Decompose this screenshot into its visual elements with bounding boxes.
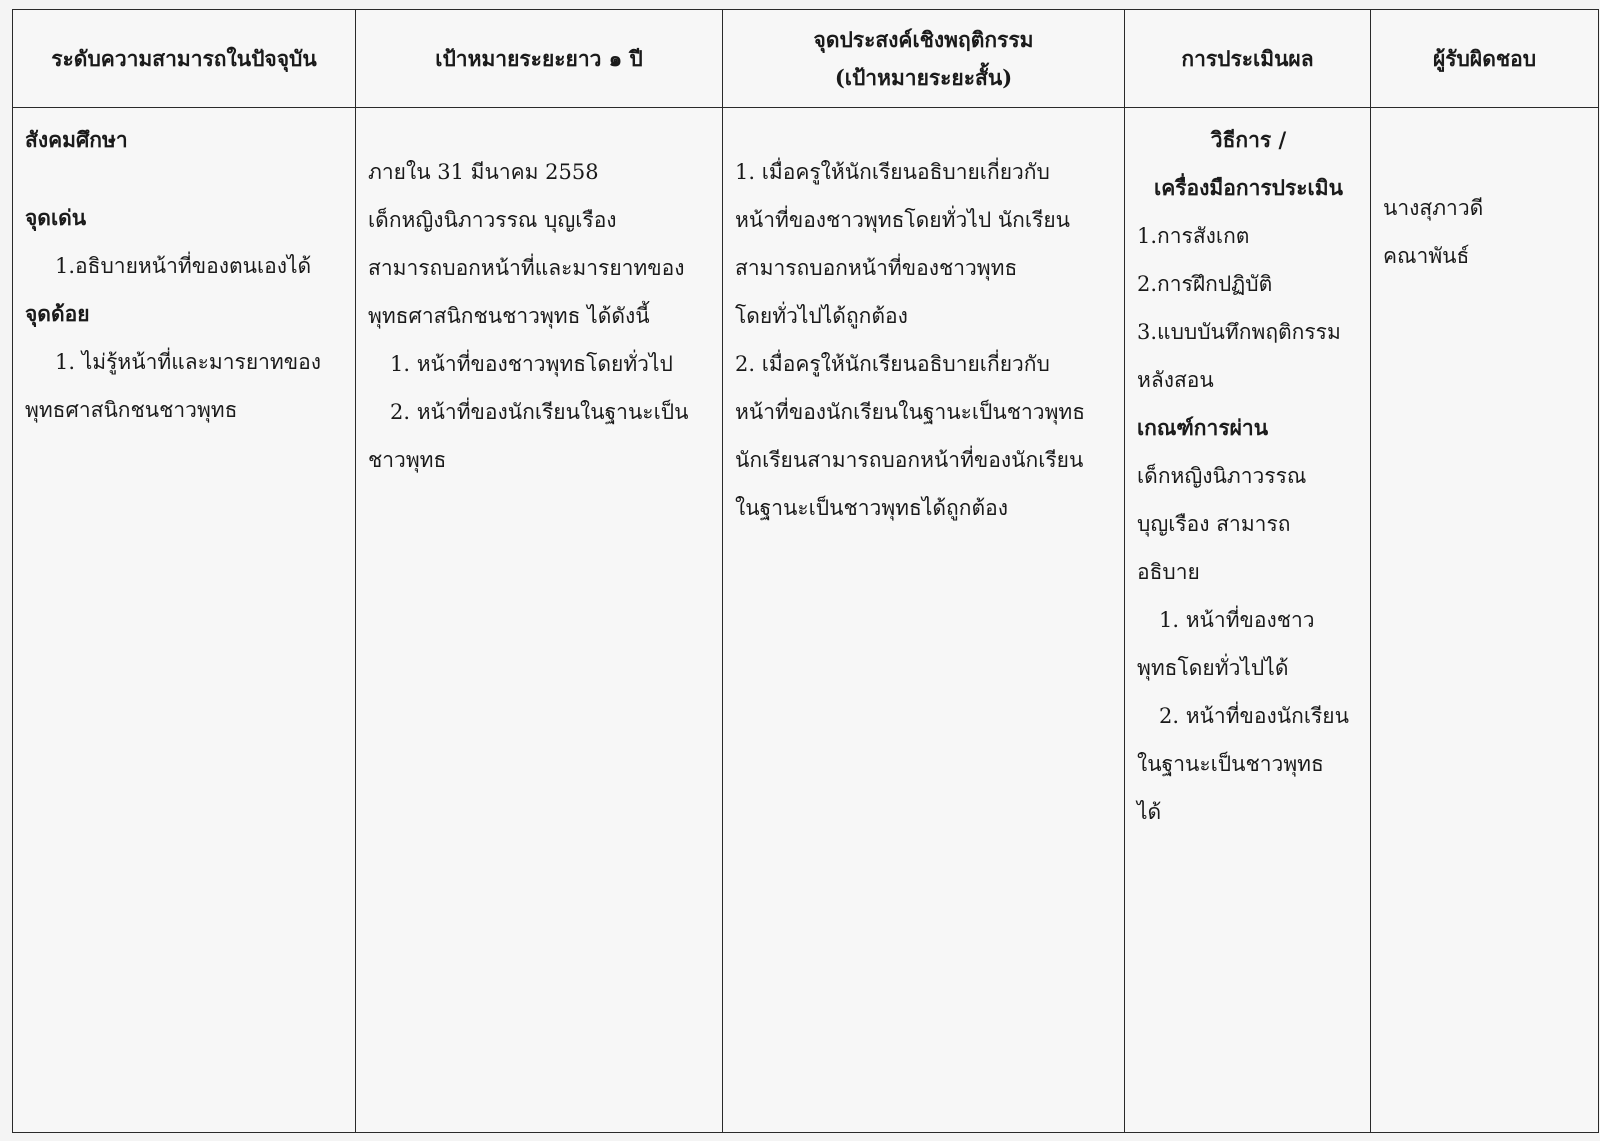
header-behavioral-objective-line1: จุดประสงค์เชิงพฤติกรรม	[813, 26, 1034, 52]
method-label-line2: เครื่องมือการประเมิน	[1154, 175, 1343, 200]
plan-table	[12, 9, 1599, 1133]
criteria-line: ได้	[1137, 800, 1162, 824]
goal-line: พุทธศาสนิกชนชาวพุทธ ได้ดังนี้	[368, 304, 650, 328]
method-item: 2.การฝึกปฏิบัติ	[1137, 272, 1273, 296]
criteria-line: บุญเรือง สามารถ	[1137, 512, 1291, 536]
header-long-term-goal: เป้าหมายระยะยาว ๑ ปี	[356, 10, 723, 108]
goal-line: ภายใน 31 มีนาคม 2558	[368, 160, 599, 184]
long-term-goal-cell	[356, 108, 723, 1133]
goal-line: ชาวพุทธ	[368, 448, 447, 472]
document-sheet	[12, 9, 1598, 1133]
objective-line: 1. เมื่อครูให้นักเรียนอธิบายเกี่ยวกับ	[735, 160, 1050, 184]
content-row	[13, 108, 1599, 1133]
header-responsible: ผู้รับผิดชอบ	[1371, 10, 1599, 108]
criteria-item-1: 1. หน้าที่ของชาว	[1159, 608, 1315, 632]
weakness-item-line2: พุทธศาสนิกชนชาวพุทธ	[25, 398, 238, 422]
objective-line: 2. เมื่อครูให้นักเรียนอธิบายเกี่ยวกับ	[735, 352, 1050, 376]
method-item: 3.แบบบันทึกพฤติกรรม	[1137, 320, 1341, 344]
criteria-item-2: 2. หน้าที่ของนักเรียน	[1159, 704, 1349, 728]
evaluation-cell	[1125, 108, 1371, 1133]
header-current-ability: ระดับความสามารถในปัจจุบัน	[13, 10, 356, 108]
strength-label: จุดเด่น	[25, 205, 87, 230]
header-behavioral-objective	[723, 10, 1125, 108]
goal-item-2: 2. หน้าที่ของนักเรียนในฐานะเป็น	[390, 400, 689, 424]
weakness-label: จุดด้อย	[25, 301, 90, 326]
goal-item-1: 1. หน้าที่ของชาวพุทธโดยทั่วไป	[390, 352, 673, 376]
behavioral-objective-cell	[723, 108, 1125, 1133]
method-item: หลังสอน	[1137, 368, 1214, 392]
objective-line: โดยทั่วไปได้ถูกต้อง	[735, 304, 908, 328]
responsible-name-line2: คณาพันธ์	[1383, 244, 1470, 268]
criteria-line: พุทธโดยทั่วไปได้	[1137, 656, 1289, 680]
criteria-line: อธิบาย	[1137, 560, 1200, 584]
current-ability-cell	[13, 108, 356, 1133]
objective-line: สามารถบอกหน้าที่ของชาวพุทธ	[735, 256, 1018, 280]
objective-line: นักเรียนสามารถบอกหน้าที่ของนักเรียน	[735, 448, 1084, 472]
goal-line: สามารถบอกหน้าที่และมารยาทของ	[368, 256, 685, 280]
header-evaluation: การประเมินผล	[1125, 10, 1371, 108]
objective-line: หน้าที่ของชาวพุทธโดยทั่วไป นักเรียน	[735, 208, 1071, 232]
header-row	[13, 10, 1599, 108]
responsible-name-line1: นางสุภาวดี	[1383, 196, 1484, 220]
responsible-cell	[1371, 108, 1599, 1133]
header-behavioral-objective-line2: (เป้าหมายระยะสั้น)	[834, 64, 1013, 90]
objective-line: หน้าที่ของนักเรียนในฐานะเป็นชาวพุทธ	[735, 400, 1086, 424]
subject-label: สังคมศึกษา	[25, 127, 128, 152]
criteria-line: เด็กหญิงนิภาวรรณ	[1137, 464, 1307, 488]
strength-item: 1.อธิบายหน้าที่ของตนเองได้	[55, 254, 312, 278]
criteria-label: เกณฑ์การผ่าน	[1137, 415, 1269, 440]
criteria-line: ในฐานะเป็นชาวพุทธ	[1137, 752, 1324, 776]
goal-line: เด็กหญิงนิภาวรรณ บุญเรือง	[368, 208, 617, 232]
weakness-item-line1: 1. ไม่รู้หน้าที่และมารยาทของ	[55, 350, 321, 374]
method-item: 1.การสังเกต	[1137, 224, 1250, 248]
method-label-line1: วิธีการ /	[1210, 127, 1287, 152]
objective-line: ในฐานะเป็นชาวพุทธได้ถูกต้อง	[735, 496, 1008, 520]
